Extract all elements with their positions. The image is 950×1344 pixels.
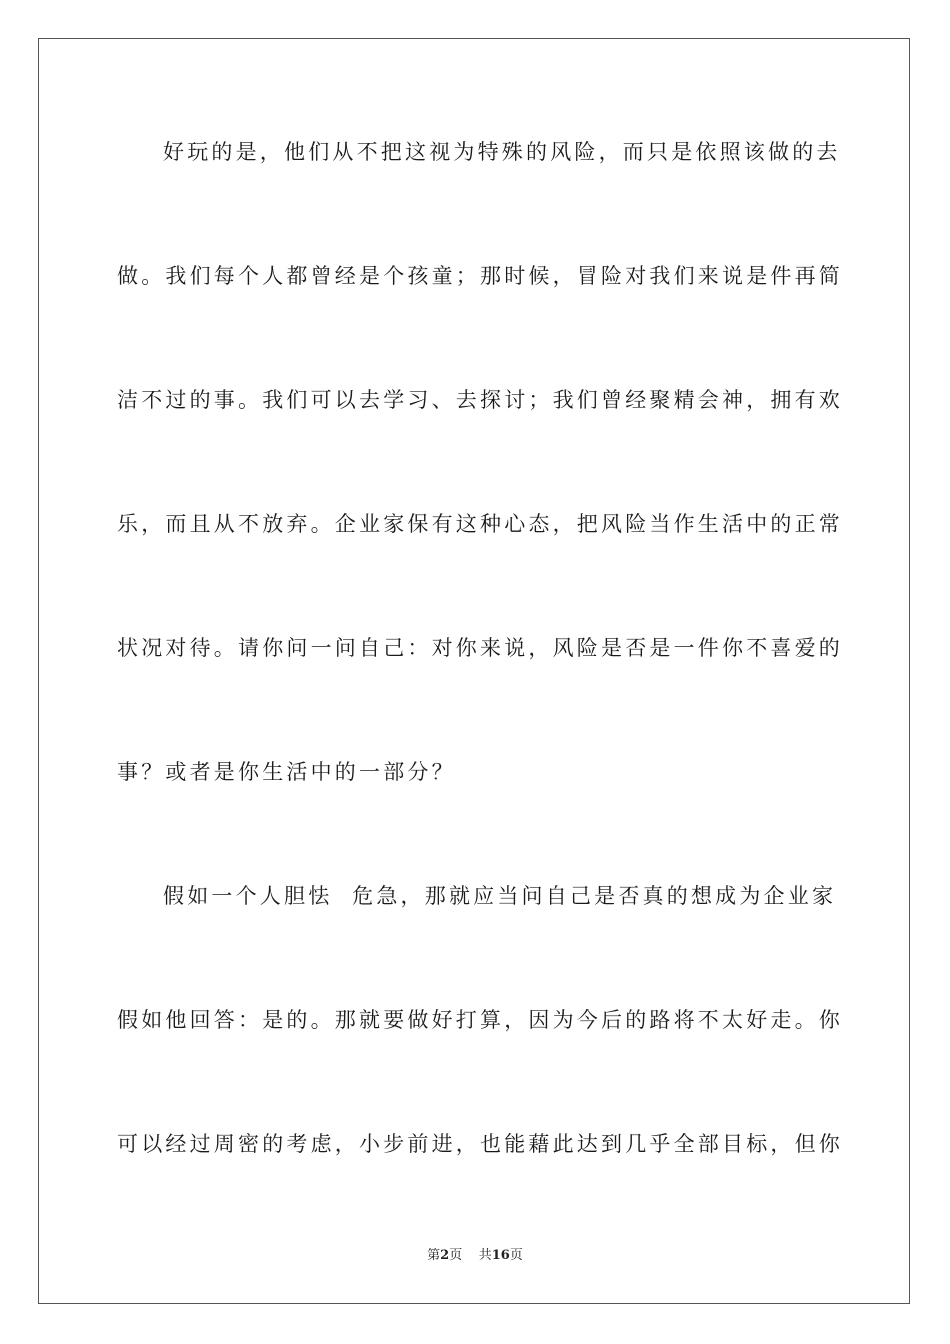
page-border: [38, 38, 910, 1304]
text-line-8: 假如他回答：是的。那就要做好打算，因为今后的路将不太好走。你: [117, 1008, 843, 1032]
text-line-7: 假如一个人胆怯 危急，那就应当问自己是否真的想成为企业家: [163, 884, 837, 908]
page-footer: [0, 1244, 950, 1263]
text-line-5: 状况对待。请你问一问自己：对你来说，风险是否是一件你不喜爱的: [117, 636, 843, 660]
text-line-6: 事？或者是你生活中的一部分？: [117, 760, 456, 784]
text-line-3: 洁不过的事。我们可以去学习、去探讨；我们曾经聚精会神，拥有欢: [117, 388, 843, 412]
text-line-4: 乐，而且从不放弃。企业家保有这种心态，把风险当作生活中的正常: [117, 512, 843, 536]
text-line-1: 好玩的是，他们从不把这视为特殊的风险，而只是依照该做的去: [163, 140, 841, 164]
total-prefix: 共: [478, 1248, 492, 1263]
total-pages: 16: [491, 1248, 510, 1263]
text-line-2: 做。我们每个人都曾经是个孩童；那时候，冒险对我们来说是件再简: [117, 264, 843, 288]
page-suffix: 页: [449, 1248, 463, 1263]
total-suffix: 页: [509, 1248, 523, 1263]
page-number: 2: [440, 1248, 450, 1263]
text-line-9: 可以经过周密的考虑，小步前进，也能藉此达到几乎全部目标，但你: [117, 1132, 843, 1156]
page-prefix: 第: [427, 1248, 441, 1263]
